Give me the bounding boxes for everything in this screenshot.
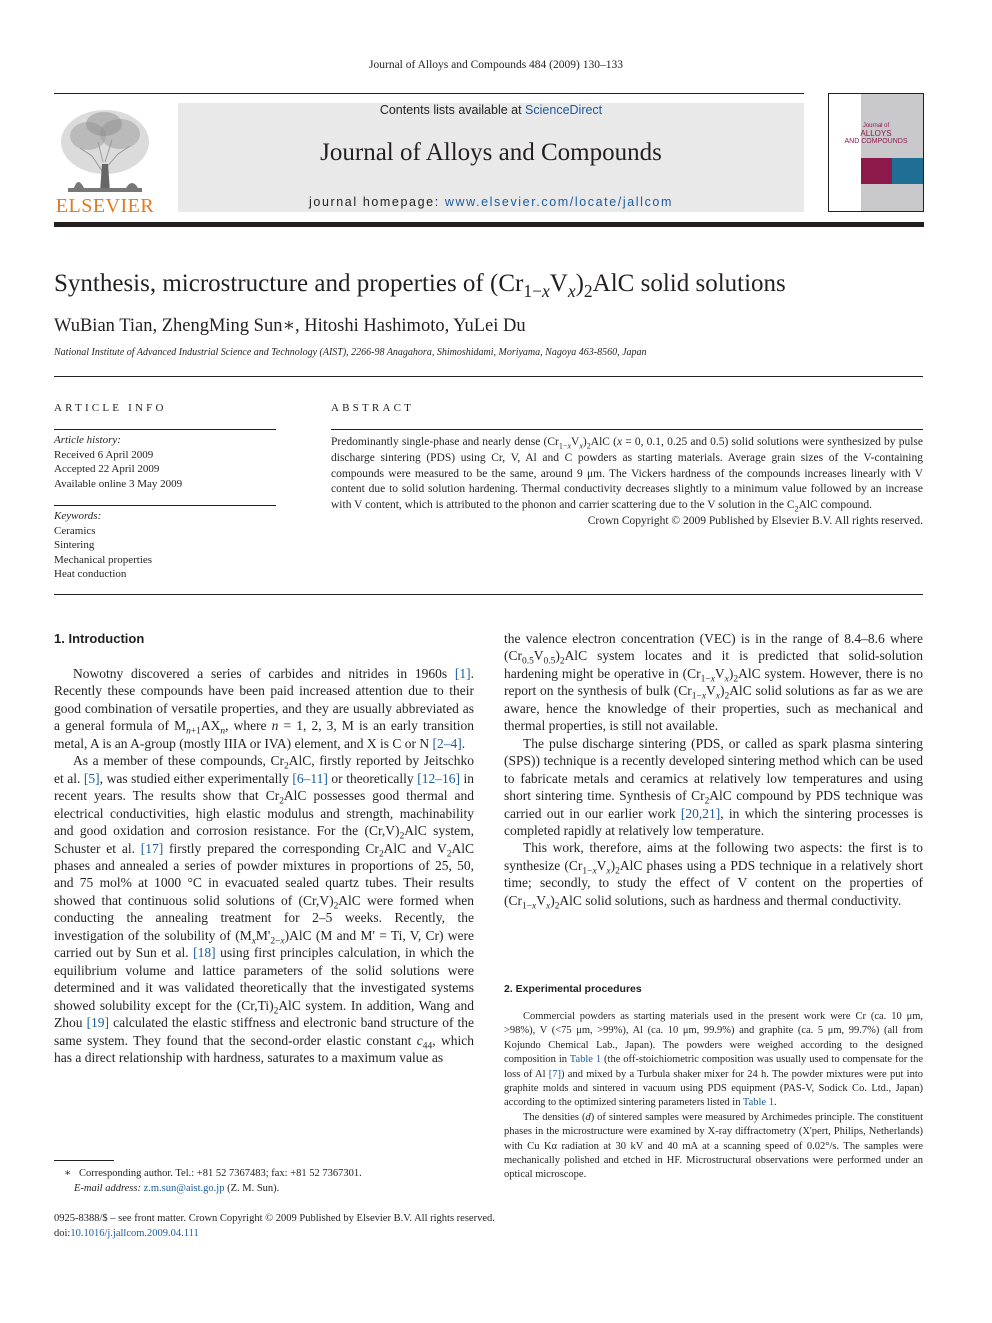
paragraph: Nowotny discovered a series of carbides and nitrides in 1960s [1]. Recently these compounds have been paid increased attention due to their good combination of versatile properties, and they are usually abbreviated as a general formula of $M_{n+1}AX_n$, where n = 1, 2, 3, M is an early transition metal, A is an A-group (mostly IIIA or IVA) element, and X is C or N [2–4]. — [54, 666, 475, 751]
article-info-heading: ARTICLE INFO — [54, 402, 167, 414]
citation-link[interactable]: [18] — [193, 945, 216, 961]
homepage-link[interactable]: www.elsevier.com/locate/jallcom — [444, 195, 673, 209]
keywords-rule — [54, 505, 276, 506]
doi-line: doi:10.1016/j.jallcom.2009.04.111 — [54, 1227, 199, 1239]
affiliation: National Institute of Advanced Industrial Science and Technology (AIST), 2266-98 Anagahora, Shimoshidami, Moriyama, Nagoya 463-8560, Japan — [54, 347, 647, 358]
sciencedirect-link[interactable]: ScienceDirect — [525, 103, 603, 117]
cover-gray-band — [861, 94, 923, 212]
history-online: Available online 3 May 2009 — [54, 477, 183, 490]
table-link[interactable]: Table 1 — [569, 1054, 602, 1066]
article-title: Synthesis, microstructure and properties of $(Cr_{1-x}V_x)_2AlC$ solid solutions — [54, 270, 786, 301]
cover-blue-block — [892, 158, 923, 184]
journal-reference: Journal of Alloys and Compounds 484 (2009) 130–133 — [369, 59, 623, 71]
keyword: Sintering — [54, 539, 95, 551]
paragraph: the valence electron concentration (VEC) is in the range of 8.4–8.6 where $(Cr_{0.5}V_{0.5})_2AlC$ system locates and it is predicted that solid-solution hardening might be operative in $(Cr_{1-x}V_x)_2AlC$ system. However, there is no report on the synthesis of bulk $(Cr_{1-x}V_x)_2AlC$ solid solutions as far as we are aware, hence the knowledge of their properties, such as mechanical and thermal properties, is still not available. — [504, 631, 923, 734]
history-received: Received 6 April 2009 — [54, 448, 154, 461]
citation-link[interactable]: [2–4] — [432, 735, 462, 751]
cover-line3: AND COMPOUNDS — [844, 138, 908, 145]
footnote-email: E-mail address: z.m.sun@aist.go.jp (Z. M. Sun). — [74, 1182, 280, 1194]
citation-link[interactable]: [5] — [83, 770, 100, 786]
article-history — [54, 433, 276, 491]
abstract-bottom-rule — [54, 594, 923, 595]
paragraph: The pulse discharge sintering (PDS, or called as spark plasma sintering (SPS)) technique is a recently developed sintering method which can be used to fabricate metals and ceramics at relatively low temperatures and using short sintering time. Synthesis of $Cr_2AlC$ compound by PDS technique was carried out in our earlier work [20,21], in which the sintering processes is completed rapidly at relatively low temperature. — [504, 735, 923, 838]
keyword: Mechanical properties — [54, 553, 153, 566]
author-list: WuBian Tian, ZhengMing Sun∗, Hitoshi Hashimoto, YuLei Du — [54, 316, 526, 336]
cover-red-block — [861, 158, 892, 184]
cover-line1: Journal of — [862, 123, 890, 129]
footnote — [54, 1167, 494, 1196]
abstract-body: Predominantly single-phase and nearly dense $(Cr_{1-x}V_x)_2AlC$ (x = 0, 0.1, 0.25 and 0.5) solid solutions were synthesized by pulse discharge sintering (PDS) using Cr, V, Al and C powders as starting materials. Average grain sizes of the V-containing compounds were measured to be the same, around 9 μm. The Vickers hardness of the compounds increases linearly with V content due to solid solution hardening. Thermal conductivity decreases slightly to a minimum value followed by an increase with V content, which is attributed to the phonon and carrier scattering due to the V solution in the $C_2AlC$ compound. — [331, 436, 923, 514]
citation-link[interactable]: [19] — [86, 1015, 110, 1031]
homepage-line — [178, 195, 804, 209]
article-info-rule — [54, 429, 276, 430]
footnote-corresponding: ∗ Corresponding author. Tel.: +81 52 7367483; fax: +81 52 7367301. — [64, 1168, 362, 1179]
paragraph: As a member of these compounds, $Cr_2AlC$, firstly reported by Jeitschko et al. [5], was studied either experimentally [6–11] or theoretically [12–16] in recent years. The results show that $Cr_2AlC$ possesses good thermal and electrical conductivities, high elastic modulus and strength, machinability and good oxidation and corrosion resistance. For the $(Cr,V)_2AlC$ system, Schuster et al. [17] firstly prepared the corresponding $Cr_2AlC$ and $V_2AlC$ phases and annealed a series of powder mixtures in proportions of 25, 50, and 75 mol% at 1000 °C in evacuated sealed quartz tubes. Their results showed that continuous solid solutions of $(Cr,V)_2AlC$ were formed when conducting the annealing treatment for 2–5 weeks. Recently, the investigation of the solubility of $(M_xM'_{2-x})AlC$ (M and M' = Ti, V, Cr) were carried out by Sun et al. [18] using first principles calculation, in which the equilibrium volume and lattice parameters of the solid solutions were determined and it was validated theoretically that the investigated systems showed solubility except for the $(Cr,Ti)_2AlC$ system. In addition, Wang and Zhou [19] calculated the elastic stiffness and electronic band structure of the same system. They found that the second-order elastic constant $c_{44}$, which has a direct relationship with hardness, saturates to a maximum value as — [54, 753, 475, 1065]
citation-link[interactable]: [17] — [140, 840, 164, 856]
citation-link[interactable]: [1] — [454, 666, 471, 681]
footnote-rule — [54, 1160, 114, 1161]
citation-link[interactable]: [12–16] — [417, 770, 460, 786]
title-rule — [54, 376, 923, 377]
paragraph: Commercial powders as starting materials used in the present work were Cr (ca. 10 μm, >98%), V (<75 μm, >99%), Al (ca. 10 μm, 99.9%) and graphite (ca. 5 μm, 99.7%) (all from Kojundo Chemical Lab., Japan). The powders were weighed according to the designed composition in Table 1 (the off-stoichiometric composition was usually used to compensate for the loss of Al [7]) and mixed by a Turbula shaker mixer for 24 h. The powder mixtures were put into graphite molds and sintered in vacuum using PDS equipment (PAS-V, Sodick Co. Ltd., Japan) according to the optimized sintering parameters listed in Table 1. — [504, 1011, 923, 1109]
introduction-right-column — [504, 630, 923, 912]
abstract-text — [331, 435, 923, 530]
paragraph: The densities (d) of sintered samples were measured by Archimedes principle. The constituent phases in the microstructure were examined by X-ray diffractometry (X'pert, Philips, Netherlands) with Cu Kα radiation at 30 kV and 40 mA at a scanning speed of 0.02°/s. The samples were mechanically polished and etched in HF. Microstructural observations were performed under an optical microscope. — [504, 1111, 923, 1181]
history-accepted: Accepted 22 April 2009 — [54, 463, 160, 475]
front-matter — [54, 1212, 754, 1241]
experimental-text — [504, 1010, 923, 1183]
keywords-label: Keywords: — [54, 510, 102, 522]
contents-prefix: Contents lists available at — [379, 103, 526, 117]
citation-link[interactable]: [20,21] — [680, 805, 721, 821]
email-link[interactable]: z.m.sun@aist.go.jp — [143, 1182, 225, 1194]
elsevier-logo — [54, 104, 156, 216]
section-heading-introduction: 1. Introduction — [54, 631, 145, 646]
citation-link[interactable]: [7] — [548, 1068, 562, 1080]
keywords-block — [54, 509, 276, 582]
section-heading-experimental: 2. Experimental procedures — [504, 983, 642, 995]
cover-line2: ALLOYS — [860, 129, 892, 138]
journal-banner — [178, 103, 804, 212]
keyword: Heat conduction — [54, 568, 127, 580]
abstract-rule — [331, 429, 923, 430]
journal-title: Journal of Alloys and Compounds — [320, 139, 662, 166]
contents-line — [178, 103, 804, 117]
citation-link[interactable]: [6–11] — [292, 770, 328, 786]
header-rule — [54, 93, 804, 94]
homepage-prefix: journal homepage: — [309, 195, 445, 209]
doi-link[interactable]: 10.1016/j.jallcom.2009.04.111 — [70, 1227, 199, 1239]
history-label: Article history: — [54, 434, 121, 446]
journal-cover — [828, 93, 924, 212]
corresponding-mark[interactable]: ∗ — [282, 316, 296, 336]
keyword: Ceramics — [54, 524, 96, 537]
introduction-left-column — [54, 665, 474, 1066]
table-link[interactable]: Table 1 — [742, 1097, 774, 1109]
issn-line: 0925-8388/$ – see front matter. Crown Copyright © 2009 Published by Elsevier B.V. All rights reserved. — [54, 1213, 495, 1224]
abstract-heading: ABSTRACT — [331, 402, 415, 414]
abstract-copyright: Crown Copyright © 2009 Published by Elsevier B.V. All rights reserved. — [587, 514, 923, 527]
header-thick-rule — [54, 222, 924, 227]
publisher-name: ELSEVIER — [55, 195, 155, 217]
paragraph: This work, therefore, aims at the following two aspects: the first is to synthesize $(Cr_{1-x}V_x)_2AlC$ phases using a PDS technique in a relatively short time; secondly, to study the effect of V content on the properties of $(Cr_{1-x}V_x)_2AlC$ solid solutions, such as hardness and thermal conductivity. — [504, 840, 923, 912]
